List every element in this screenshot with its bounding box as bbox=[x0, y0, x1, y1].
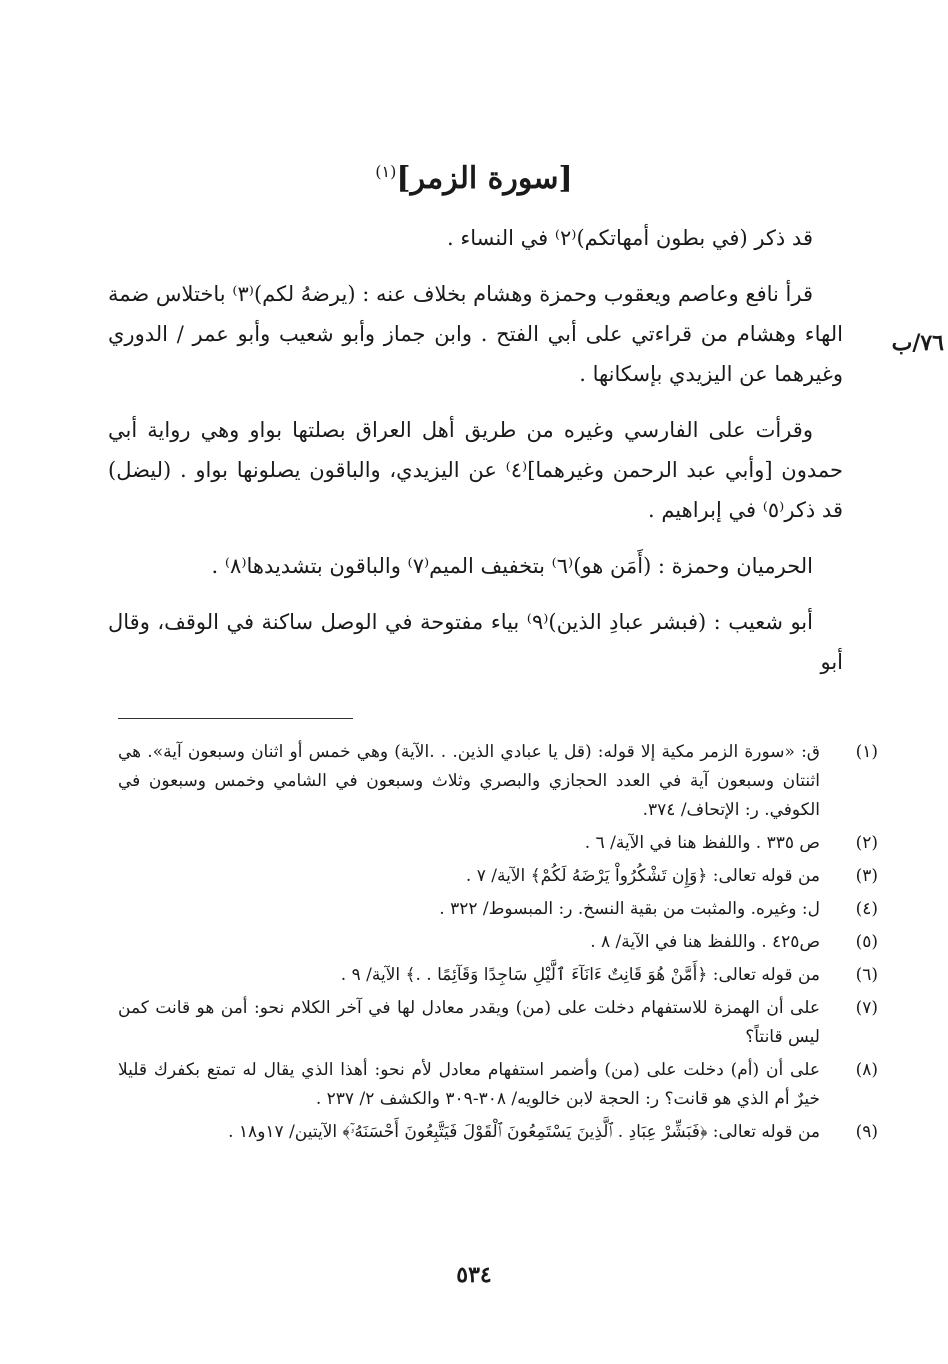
footnote-number: (٥) bbox=[855, 932, 878, 952]
footnote bbox=[118, 994, 878, 1052]
footnote-divider bbox=[118, 718, 353, 719]
paragraph: قد ذكر (في بطون أمهاتكم)⁽٢⁾ في النساء . bbox=[447, 226, 813, 250]
footnote-number: (٧) bbox=[855, 998, 878, 1018]
footnote-text: على أن الهمزة للاستفهام دخلت على (من) ويقدر معادل لها في آخر الكلام نحو: أمن هو قانت كمن ليس قانتاً؟ bbox=[118, 998, 820, 1047]
paragraph: أبو شعيب : (فبشر عبادِ الذين)⁽٩⁾ بياء مفتوحة في الوصل ساكنة في الوقف، وقال أبو bbox=[108, 610, 843, 674]
footnote bbox=[118, 961, 878, 990]
title-footnote-marker: (١) bbox=[375, 162, 397, 181]
footnote-number: (٨) bbox=[855, 1060, 878, 1080]
footnote bbox=[118, 895, 878, 924]
footnote-number: (٤) bbox=[855, 899, 878, 919]
footnote-text: على أن (أم) دخلت على (من) وأضمر استفهام معادل لأم نحو: أهذا الذي يقال له تمتع بكفرك قليلا خيرٌ أم الذي هو قانت؟ ر: الحجة لابن خالويه/ ٣٠٨-٣٠٩ والكشف ٢/ ٢٣٧ . bbox=[118, 1060, 820, 1109]
footnote-text: ل: وغيره. والمثبت من بقية النسخ. ر: المبسوط/ ٣٢٢ . bbox=[439, 899, 820, 919]
page-title bbox=[0, 152, 948, 199]
footnote bbox=[118, 738, 878, 825]
paragraph: الحرميان وحمزة : (أَمَن هو)⁽٦⁾ بتخفيف الميم⁽٧⁾ والباقون بتشديدها⁽٨⁾ . bbox=[211, 554, 813, 578]
paragraph: قرأ نافع وعاصم ويعقوب وحمزة وهشام بخلاف عنه : (يرضهُ لكم)⁽٣⁾ باختلاس ضمة الهاء وهشام من قراءتي على أبي الفتح . وابن جماز وأبو شعيب وأبو عمر / الدوري وغيرهما عن اليزيدي بإسكانها . bbox=[108, 282, 843, 386]
footnote bbox=[118, 928, 878, 957]
footnote-number: (٩) bbox=[855, 1122, 878, 1142]
footnote-number: (٢) bbox=[855, 833, 878, 853]
footnote-text: من قوله تعالى: ﴿أَمَّنْ هُوَ قَانِتٌ ءَانَآءَ ٱلَّيْلِ سَاجِدًا وَقَآئِمًا . .﴾ الآية/ ٩ . bbox=[340, 965, 820, 985]
page-number: ٥٣٤ bbox=[456, 1262, 492, 1288]
footnote-text: ق: «سورة الزمر مكية إلا قوله: (قل يا عبادي الذين. . .الآية) وهي خمس أو اثنان وسبعون آية». هي اثنتان وسبعون آية في العدد الحجازي والبصري وثلاث وسبعون في الشامي وخمس وسبعون في الكوفي. ر: الإتحاف/ ٣٧٤. bbox=[118, 742, 820, 820]
footnote bbox=[118, 1056, 878, 1114]
footnote bbox=[118, 829, 878, 858]
surah-title: [سورة الزمر] bbox=[396, 161, 573, 196]
footnote bbox=[118, 1118, 878, 1147]
footnote-number: (٦) bbox=[855, 965, 878, 985]
footnote bbox=[118, 862, 878, 891]
paragraph: وقرأت على الفارسي وغيره من طريق أهل العراق بصلتها بواو وهي رواية أبي حمدون [وأبي عبد الرحمن وغيرهما]⁽٤⁾ عن اليزيدي، والباقون يصلونها بواو . (ليضل) قد ذكر⁽٥⁾ في إبراهيم . bbox=[108, 418, 843, 522]
footnote-text: من قوله تعالى: ﴿فَبَشِّرْ عِبَادِ . ٱلَّذِينَ يَسْتَمِعُونَ ٱلْقَوْلَ فَيَتَّبِعُونَ أَحْسَنَهُۥٓ﴾ الآيتين/ ١٧و١٨ . bbox=[228, 1122, 820, 1142]
footnote-number: (١) bbox=[855, 742, 878, 762]
folio-marker: ٧٦/ب bbox=[891, 330, 944, 356]
main-text bbox=[108, 218, 843, 698]
footnote-text: ص٤٢٥ . واللفظ هنا في الآية/ ٨ . bbox=[590, 932, 820, 952]
footnote-text: من قوله تعالى: ﴿وَإِن تَشْكُرُواْ يَرْضَهُ لَكُمْ﴾ الآية/ ٧ . bbox=[465, 866, 820, 886]
footnotes bbox=[118, 738, 878, 1151]
footnote-text: ص ٣٣٥ . واللفظ هنا في الآية/ ٦ . bbox=[584, 833, 820, 853]
footnote-number: (٣) bbox=[855, 866, 878, 886]
